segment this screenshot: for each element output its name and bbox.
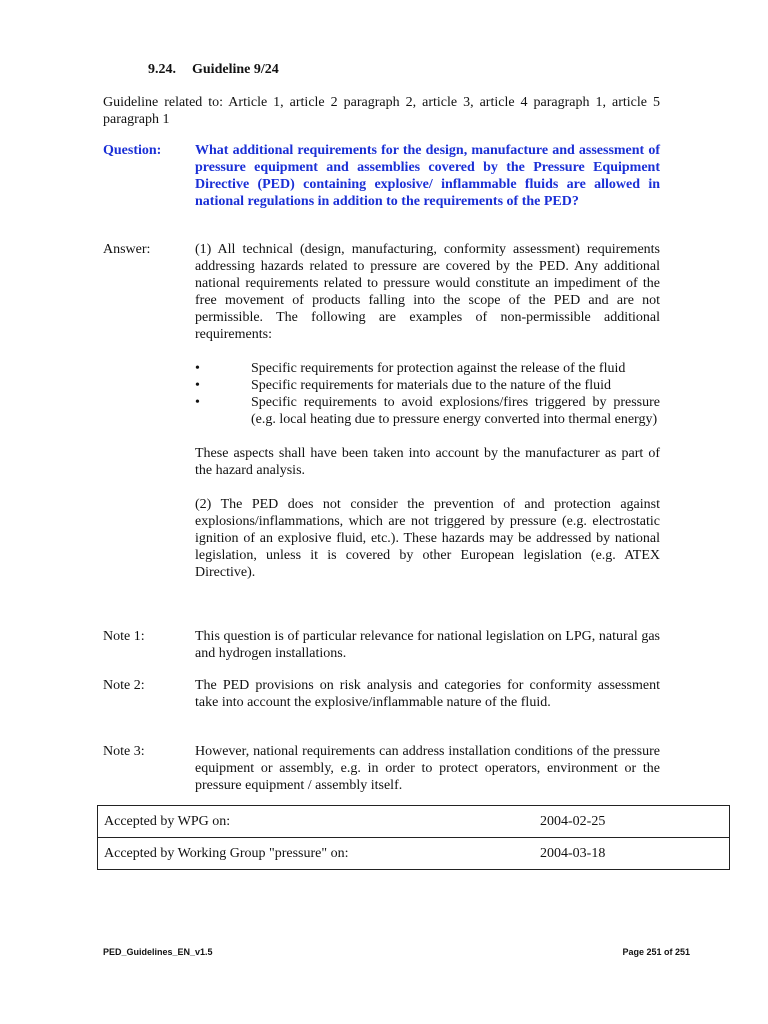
acceptance-date: 2004-02-25 (534, 806, 730, 838)
section-heading (148, 62, 279, 78)
note-label: Note 2: (103, 678, 145, 693)
table-row (98, 838, 730, 870)
footer-page-number: Page 251 of 251 (622, 947, 690, 957)
bullet-item (195, 360, 660, 377)
bullet-text: Specific requirements to avoid explosions/fires triggered by pressure (e.g. local heating due to pressure energy converted into thermal energy) (251, 395, 660, 427)
answer-paragraph-1: (1) All technical (design, manufacturing, conformity assessment) requirements addressing hazards related to pressure are covered by the PED. Any additional national requirements related to pressure would constitute an impediment of the free movement of products falling into the scope of the PED and are not permissible. The following are examples of non-permissible additional requirements: (195, 242, 660, 342)
answer-body (195, 241, 660, 581)
bullet-text: Specific requirements for materials due to the nature of the fluid (251, 378, 611, 393)
note-text: The PED provisions on risk analysis and categories for conformity assessment take into account the explosive/inflammable nature of the fluid. (195, 678, 660, 710)
bullet-symbol: • (195, 361, 200, 376)
section-number: 9.24. (148, 62, 176, 77)
related-articles: Guideline related to: Article 1, article 2 paragraph 2, article 3, article 4 paragraph 1, article 5 paragraph 1 (103, 95, 660, 127)
bullet-item (195, 394, 660, 428)
bullet-symbol: • (195, 378, 200, 393)
section-title: Guideline 9/24 (192, 62, 279, 77)
note-text: This question is of particular relevance for national legislation on LPG, natural gas and hydrogen installations. (195, 629, 660, 661)
answer-paragraph-3: (2) The PED does not consider the prevention of and protection against explosions/inflammations, which are not triggered by pressure (e.g. electrostatic ignition of an explosive fluid, etc.). These hazards may be addressed by national legislation, unless it is covered by other European legislation (e.g. ATEX Directive). (195, 497, 660, 580)
note-text: However, national requirements can address installation conditions of the pressure equipment or assembly, e.g. in order to protect operators, environment or the pressure equipment / assembly itself. (195, 744, 660, 793)
table-row (98, 806, 730, 838)
note-label: Note 1: (103, 629, 145, 644)
acceptance-table (97, 805, 730, 870)
answer-paragraph-2: These aspects shall have been taken into account by the manufacturer as part of the hazard analysis. (195, 446, 660, 478)
answer-label: Answer: (103, 242, 151, 257)
bullet-item (195, 377, 660, 394)
acceptance-date: 2004-03-18 (534, 838, 730, 870)
bullet-symbol: • (195, 395, 200, 410)
question-text: What additional requirements for the design, manufacture and assessment of pressure equipment and assemblies covered by the Pressure Equipment Directive (PED) containing explosive/ inflammable fluids are allowed in national regulations in addition to the requirements of the PED? (195, 143, 660, 209)
footer-document-name: PED_Guidelines_EN_v1.5 (103, 947, 213, 957)
acceptance-label: Accepted by WPG on: (98, 806, 535, 838)
acceptance-label: Accepted by Working Group "pressure" on: (98, 838, 535, 870)
bullet-text: Specific requirements for protection against the release of the fluid (251, 361, 626, 376)
note-label: Note 3: (103, 744, 145, 759)
question-label: Question: (103, 143, 162, 158)
